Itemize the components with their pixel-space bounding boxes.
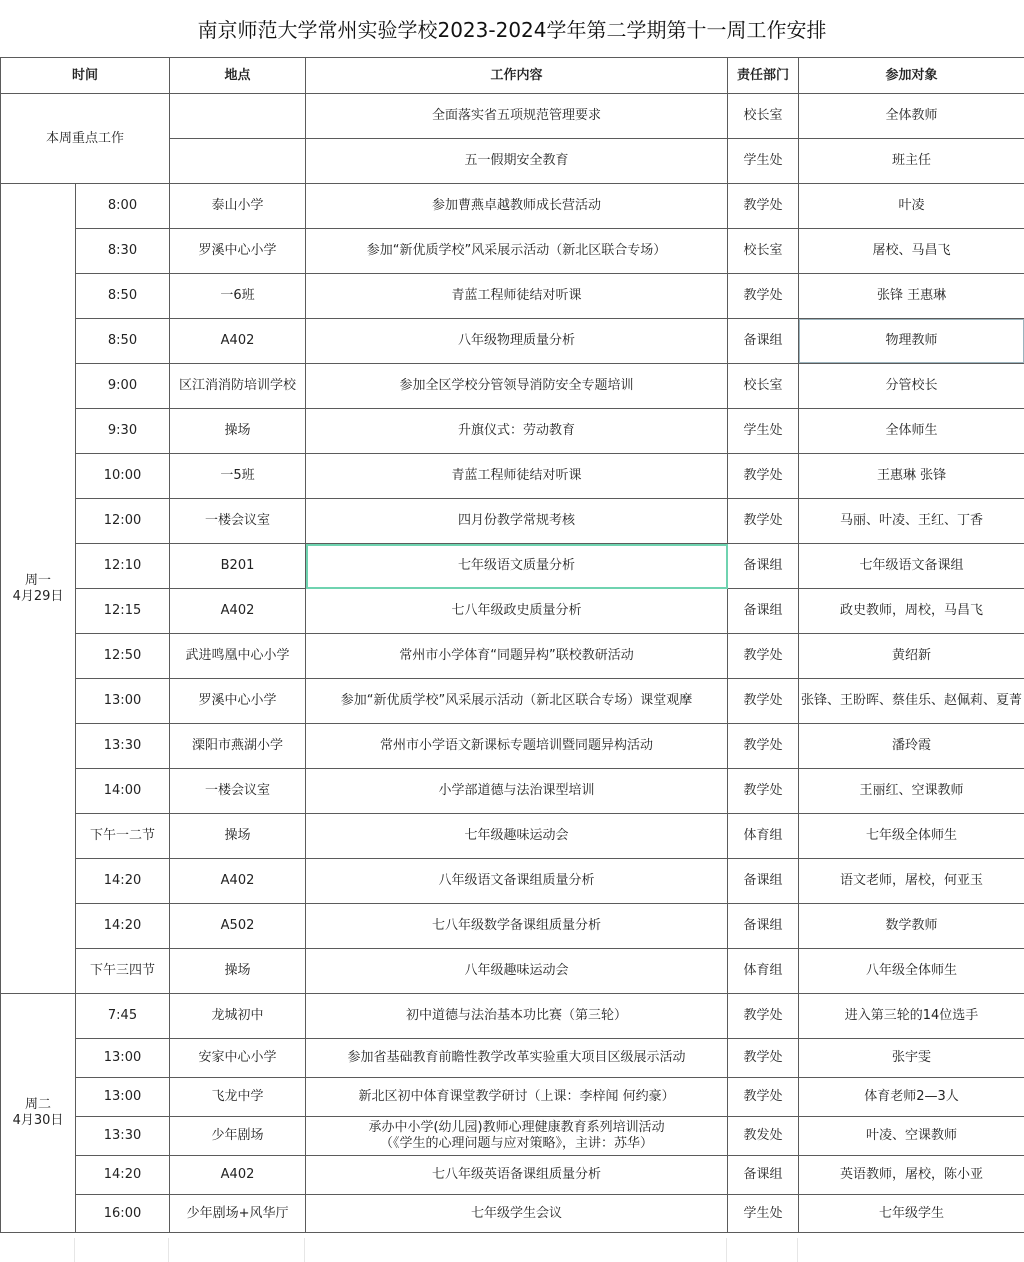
- header-dept[interactable]: 责任部门: [728, 58, 799, 94]
- cell-content[interactable]: 五一假期安全教育: [306, 139, 728, 184]
- cell-content[interactable]: 常州市小学体育“同题异构”联校教研活动: [306, 634, 728, 679]
- key-work-row: [1, 94, 1024, 139]
- cell-people[interactable]: 叶凌、空课教师: [799, 1117, 1024, 1156]
- cell-dept[interactable]: 校长室: [728, 229, 799, 274]
- cell-dept[interactable]: 备课组: [728, 319, 799, 364]
- cell-time[interactable]: 13:00: [76, 679, 170, 724]
- cell-place[interactable]: 溧阳市燕湖小学: [170, 724, 306, 769]
- cell-people[interactable]: 张锋、王盼晖、蔡佳乐、赵佩莉、夏菁: [799, 679, 1024, 724]
- cell-dept[interactable]: 备课组: [728, 544, 799, 589]
- table-row: [1, 274, 1024, 319]
- cell-people[interactable]: 政史教师，周校，马昌飞: [799, 589, 1024, 634]
- cell-place[interactable]: 一楼会议室: [170, 499, 306, 544]
- table-row: [1, 1195, 1024, 1233]
- cell-content[interactable]: 参加全区学校分管领导消防安全专题培训: [306, 364, 728, 409]
- cell-people[interactable]: 全体师生: [799, 409, 1024, 454]
- header-content[interactable]: 工作内容: [306, 58, 728, 94]
- cell-time[interactable]: 12:50: [76, 634, 170, 679]
- cell-dept[interactable]: 教学处: [728, 679, 799, 724]
- cell-place[interactable]: 龙城初中: [170, 994, 306, 1039]
- cell-place[interactable]: B201: [170, 544, 306, 589]
- cell-content[interactable]: 八年级语文备课组质量分析: [306, 859, 728, 904]
- cell-content[interactable]: 七八年级英语备课组质量分析: [306, 1156, 728, 1195]
- cell-dept[interactable]: 教学处: [728, 1078, 799, 1117]
- cell-people[interactable]: 数学教师: [799, 904, 1024, 949]
- cell-time[interactable]: 13:00: [76, 1078, 170, 1117]
- cell-content[interactable]: 参加“新优质学校”风采展示活动（新北区联合专场）: [306, 229, 728, 274]
- day-name: 周二: [24, 1097, 51, 1112]
- cell-dept[interactable]: 教学处: [728, 994, 799, 1039]
- cell-place[interactable]: 操场: [170, 409, 306, 454]
- cell-dept[interactable]: 校长室: [728, 364, 799, 409]
- cell-place[interactable]: 罗溪中心小学: [170, 229, 306, 274]
- cell-people[interactable]: 七年级全体师生: [799, 814, 1024, 859]
- table-row: [1, 364, 1024, 409]
- table-row: [1, 184, 1024, 229]
- table-row: [1, 949, 1024, 994]
- cell-dept[interactable]: 教学处: [728, 274, 799, 319]
- cell-place[interactable]: 飞龙中学: [170, 1078, 306, 1117]
- table-row: [1, 1078, 1024, 1117]
- cell-time[interactable]: 下午一二节: [76, 814, 170, 859]
- cell-content[interactable]: 七八年级数学备课组质量分析: [306, 904, 728, 949]
- cell-time[interactable]: 13:30: [76, 724, 170, 769]
- table-row: [1, 679, 1024, 724]
- table-row: [1, 589, 1024, 634]
- cell-place[interactable]: A402: [170, 1156, 306, 1195]
- cell-people[interactable]: 物理教师: [799, 319, 1024, 364]
- cell-dept[interactable]: 备课组: [728, 904, 799, 949]
- cell-dept[interactable]: 教发处: [728, 1117, 799, 1156]
- cell-content[interactable]: 新北区初中体育课堂教学研讨（上课：李梓闻 何约豪）: [306, 1078, 728, 1117]
- cell-place[interactable]: 一6班: [170, 274, 306, 319]
- cell-content[interactable]: 常州市小学语文新课标专题培训暨同题异构活动: [306, 724, 728, 769]
- cell-dept[interactable]: 学生处: [728, 1195, 799, 1233]
- cell-place[interactable]: [170, 94, 306, 139]
- cell-people[interactable]: 王丽红、空课教师: [799, 769, 1024, 814]
- cell-people[interactable]: 班主任: [799, 139, 1024, 184]
- key-work-label[interactable]: 本周重点工作: [1, 94, 170, 184]
- cell-time[interactable]: 8:50: [76, 319, 170, 364]
- table-row: [1, 1156, 1024, 1195]
- cell-content[interactable]: 初中道德与法治基本功比赛（第三轮）: [306, 994, 728, 1039]
- table-row: [1, 229, 1024, 274]
- cell-dept[interactable]: 校长室: [728, 94, 799, 139]
- cell-people[interactable]: 张锋 王惠琳: [799, 274, 1024, 319]
- cell-time[interactable]: 16:00: [76, 1195, 170, 1233]
- cell-time[interactable]: 14:00: [76, 769, 170, 814]
- cell-people[interactable]: 七年级语文备课组: [799, 544, 1024, 589]
- cell-people[interactable]: 语文老师，屠校，何亚玉: [799, 859, 1024, 904]
- table-row: [1, 994, 1024, 1039]
- cell-place[interactable]: A402: [170, 859, 306, 904]
- day-label-monday[interactable]: [1, 184, 76, 994]
- cell-people[interactable]: 屠校、马昌飞: [799, 229, 1024, 274]
- cell-place[interactable]: 罗溪中心小学: [170, 679, 306, 724]
- content-line-2: （《学生的心理问题与应对策略》，主讲：苏华）: [380, 1136, 654, 1151]
- cell-time[interactable]: 14:20: [76, 904, 170, 949]
- cell-content[interactable]: 八年级物理质量分析: [306, 319, 728, 364]
- header-people[interactable]: 参加对象: [799, 58, 1024, 94]
- cell-content[interactable]: 参加曹燕卓越教师成长营活动: [306, 184, 728, 229]
- cell-people[interactable]: 张宇雯: [799, 1039, 1024, 1078]
- cell-time[interactable]: 14:20: [76, 1156, 170, 1195]
- cell-dept[interactable]: 体育组: [728, 814, 799, 859]
- cell-time[interactable]: 9:30: [76, 409, 170, 454]
- table-row: [1, 1117, 1024, 1156]
- cell-content[interactable]: 八年级趣味运动会: [306, 949, 728, 994]
- cell-time[interactable]: 13:00: [76, 1039, 170, 1078]
- cell-place[interactable]: A402: [170, 319, 306, 364]
- cell-place[interactable]: 安家中心小学: [170, 1039, 306, 1078]
- cell-dept[interactable]: 体育组: [728, 949, 799, 994]
- cell-time[interactable]: 8:50: [76, 274, 170, 319]
- cell-place[interactable]: A502: [170, 904, 306, 949]
- cell-content[interactable]: 青蓝工程师徒结对听课: [306, 274, 728, 319]
- table-row: [1, 409, 1024, 454]
- cell-people[interactable]: 体育老师2—3人: [799, 1078, 1024, 1117]
- cell-time[interactable]: 12:15: [76, 589, 170, 634]
- schedule-table: [0, 57, 1024, 1233]
- table-row: [1, 499, 1024, 544]
- cell-place[interactable]: 少年剧场+风华厅: [170, 1195, 306, 1233]
- cell-time[interactable]: 8:00: [76, 184, 170, 229]
- day-label-tuesday[interactable]: [1, 994, 76, 1233]
- cell-content[interactable]: 青蓝工程师徒结对听课: [306, 454, 728, 499]
- cell-dept[interactable]: 备课组: [728, 859, 799, 904]
- cell-time[interactable]: 下午三四节: [76, 949, 170, 994]
- table-row: [1, 634, 1024, 679]
- cell-place[interactable]: 少年剧场: [170, 1117, 306, 1156]
- header-place[interactable]: 地点: [170, 58, 306, 94]
- cell-dept[interactable]: 学生处: [728, 139, 799, 184]
- cell-people[interactable]: 进入第三轮的14位选手: [799, 994, 1024, 1039]
- table-row: [1, 769, 1024, 814]
- cell-place[interactable]: 一楼会议室: [170, 769, 306, 814]
- cell-dept[interactable]: 教学处: [728, 769, 799, 814]
- table-row: [1, 814, 1024, 859]
- cell-people[interactable]: 王惠琳 张锋: [799, 454, 1024, 499]
- cell-place[interactable]: 武进鸣凰中心小学: [170, 634, 306, 679]
- cell-time[interactable]: 8:30: [76, 229, 170, 274]
- table-row: [1, 859, 1024, 904]
- cell-content[interactable]: 升旗仪式：劳动教育: [306, 409, 728, 454]
- header-time[interactable]: 时间: [1, 58, 170, 94]
- cell-content[interactable]: 七年级学生会议: [306, 1195, 728, 1233]
- cell-place[interactable]: 泰山小学: [170, 184, 306, 229]
- cell-people[interactable]: 叶凌: [799, 184, 1024, 229]
- cell-dept[interactable]: 备课组: [728, 1156, 799, 1195]
- cell-place[interactable]: 一5班: [170, 454, 306, 499]
- cell-place[interactable]: A402: [170, 589, 306, 634]
- cell-content[interactable]: 四月份教学常规考核: [306, 499, 728, 544]
- cell-dept[interactable]: 教学处: [728, 499, 799, 544]
- cell-time[interactable]: 10:00: [76, 454, 170, 499]
- table-row: [1, 544, 1024, 589]
- day-name: 周一: [24, 572, 51, 588]
- cell-people[interactable]: 潘玲霞: [799, 724, 1024, 769]
- cell-time[interactable]: 13:30: [76, 1117, 170, 1156]
- table-row: [1, 724, 1024, 769]
- cell-dept[interactable]: 教学处: [728, 184, 799, 229]
- cell-people[interactable]: 黄绍新: [799, 634, 1024, 679]
- empty-grid-area: [0, 1238, 1024, 1262]
- cell-people[interactable]: 分管校长: [799, 364, 1024, 409]
- cell-content[interactable]: [306, 1117, 728, 1156]
- cell-content[interactable]: 七年级趣味运动会: [306, 814, 728, 859]
- table-row: [1, 454, 1024, 499]
- cell-people[interactable]: 七年级学生: [799, 1195, 1024, 1233]
- cell-time[interactable]: 9:00: [76, 364, 170, 409]
- cell-content[interactable]: 七八年级政史质量分析: [306, 589, 728, 634]
- cell-people[interactable]: 英语教师，屠校，陈小亚: [799, 1156, 1024, 1195]
- cell-people[interactable]: 马丽、叶凌、王红、丁香: [799, 499, 1024, 544]
- cell-place[interactable]: 操场: [170, 949, 306, 994]
- content-line-1: 承办中小学(幼儿园)教师心理健康教育系列培训活动: [368, 1120, 665, 1135]
- cell-dept[interactable]: 教学处: [728, 454, 799, 499]
- day-date: 4月30日: [12, 1113, 64, 1128]
- cell-content[interactable]: 全面落实省五项规范管理要求: [306, 94, 728, 139]
- cell-dept[interactable]: 教学处: [728, 634, 799, 679]
- cell-place[interactable]: 区江消消防培训学校: [170, 364, 306, 409]
- cell-people[interactable]: 八年级全体师生: [799, 949, 1024, 994]
- cell-time[interactable]: 14:20: [76, 859, 170, 904]
- day-date: 4月29日: [12, 588, 64, 604]
- cell-dept[interactable]: 备课组: [728, 589, 799, 634]
- cell-time[interactable]: 12:00: [76, 499, 170, 544]
- cell-people[interactable]: 全体教师: [799, 94, 1024, 139]
- table-row: [1, 1039, 1024, 1078]
- cell-place[interactable]: [170, 139, 306, 184]
- table-row: [1, 319, 1024, 364]
- page-title: 南京师范大学常州实验学校2023-2024学年第二学期第十一周工作安排: [197, 18, 827, 42]
- table-row: [1, 904, 1024, 949]
- cell-content[interactable]: 参加“新优质学校”风采展示活动（新北区联合专场）课堂观摩: [306, 679, 728, 724]
- cell-dept[interactable]: 教学处: [728, 724, 799, 769]
- cell-content-selected[interactable]: 七年级语文质量分析: [306, 544, 728, 589]
- cell-time[interactable]: 12:10: [76, 544, 170, 589]
- cell-place[interactable]: 操场: [170, 814, 306, 859]
- cell-dept[interactable]: 学生处: [728, 409, 799, 454]
- cell-content[interactable]: 参加省基础教育前瞻性教学改革实验重大项目区级展示活动: [306, 1039, 728, 1078]
- header-row: [1, 58, 1024, 94]
- cell-content[interactable]: 小学部道德与法治课型培训: [306, 769, 728, 814]
- cell-time[interactable]: 7:45: [76, 994, 170, 1039]
- cell-dept[interactable]: 教学处: [728, 1039, 799, 1078]
